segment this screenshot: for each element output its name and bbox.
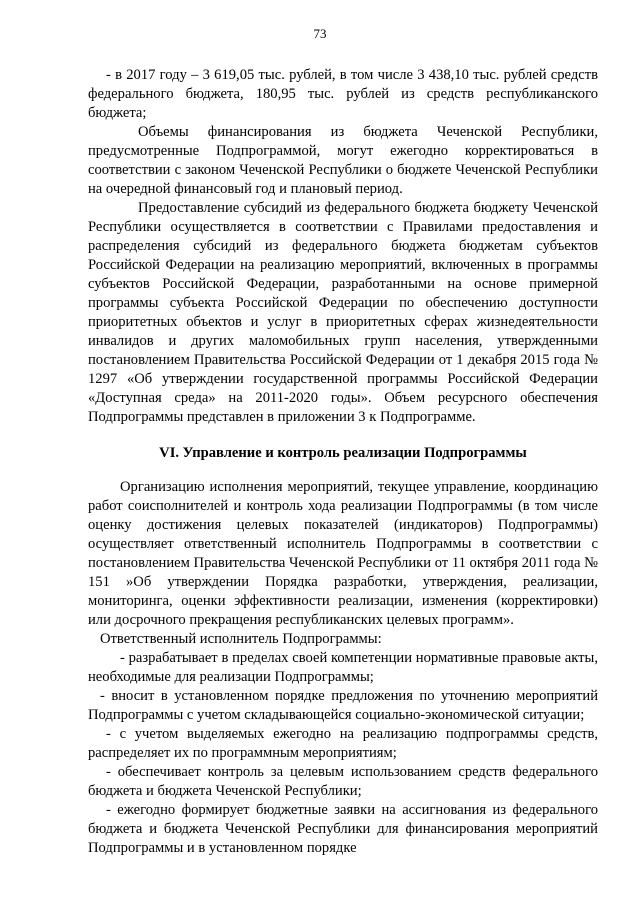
paragraph-funding-volumes: Объемы финансирования из бюджета Чеченской Республики, предусмотренные Подпрограммой, могут ежегодно корректироваться в соответствии с законом Чеченской Республики о бюджете Чеченской Республики на очередной финансовый год и плановый период. bbox=[88, 124, 598, 197]
list-item-budget-requests: - ежегодно формирует бюджетные заявки на ассигнования из федерального бюджета и бюджета Чеченской Республики для финансирования мероприятий Подпрограммы и в установленном порядке bbox=[88, 802, 598, 856]
list-item-distributes-funds: - с учетом выделяемых ежегодно на реализацию подпрограммы средств, распределяет их по программным мероприятиям; bbox=[88, 726, 598, 761]
list-item-proposals: - вносит в установленном порядке предложения по уточнению мероприятий Подпрограммы с учетом складывающейся социально-экономической ситуации; bbox=[88, 688, 598, 723]
list-item-control: - обеспечивает контроль за целевым использованием средств федерального бюджета и бюджета Чеченской Республики; bbox=[88, 764, 598, 799]
section-heading: VI. Управление и контроль реализации Подпрограммы bbox=[159, 445, 527, 461]
list-item-develops-acts: - разрабатывает в пределах своей компетенции нормативные правовые акты, необходимые для реализации Подпрограммы; bbox=[88, 650, 598, 685]
document-body bbox=[88, 66, 598, 858]
paragraph-management: Организацию исполнения мероприятий, текущее управление, координацию работ соисполнителей и контроль хода реализации Подпрограммы (в том числе оценку достижения целевых показателей (индикаторов) Подпрограммы) осуществляет ответственный исполнитель Подпрограммы в соответствии с постановлением Правительства Чеченской Республики от 11 октября 2011 года № 151 »Об утверждении Порядка разработки, утверждения, реализации, мониторинга, оценки эффективности реализации, изменения (корректировки) или досрочного прекращения республиканских целевых программ». bbox=[88, 479, 598, 628]
paragraph-funding-2017: - в 2017 году – 3 619,05 тыс. рублей, в том числе 3 438,10 тыс. рублей средств федерального бюджета, 180,95 тыс. рублей из средств республиканского бюджета; bbox=[88, 67, 598, 121]
paragraph-subsidies: Предоставление субсидий из федерального бюджета бюджету Чеченской Республики осуществляется в соответствии с Правилами предоставления и распределения субсидий из федерального бюджета бюджетам субъектов Российской Федерации на реализацию мероприятий, включенных в программы субъектов Российской Федерации, разработанными на основе примерной программы субъекта Российской Федерации по обеспечению доступности приоритетных объектов и услуг в приоритетных сферах жизнедеятельности инвалидов и других маломобильных групп населения, утвержденными постановлением Правительства Российской Федерации от 1 декабря 2015 года № 1297 «Об утверждении государственной программы Российской Федерации «Доступная среда» на 2011-2020 годы». Объем ресурсного обеспечения Подпрограммы представлен в приложении 3 к Подпрограмме. bbox=[88, 200, 598, 425]
paragraph-responsible-executor: Ответственный исполнитель Подпрограммы: bbox=[100, 631, 382, 647]
page-number: 73 bbox=[313, 26, 327, 41]
